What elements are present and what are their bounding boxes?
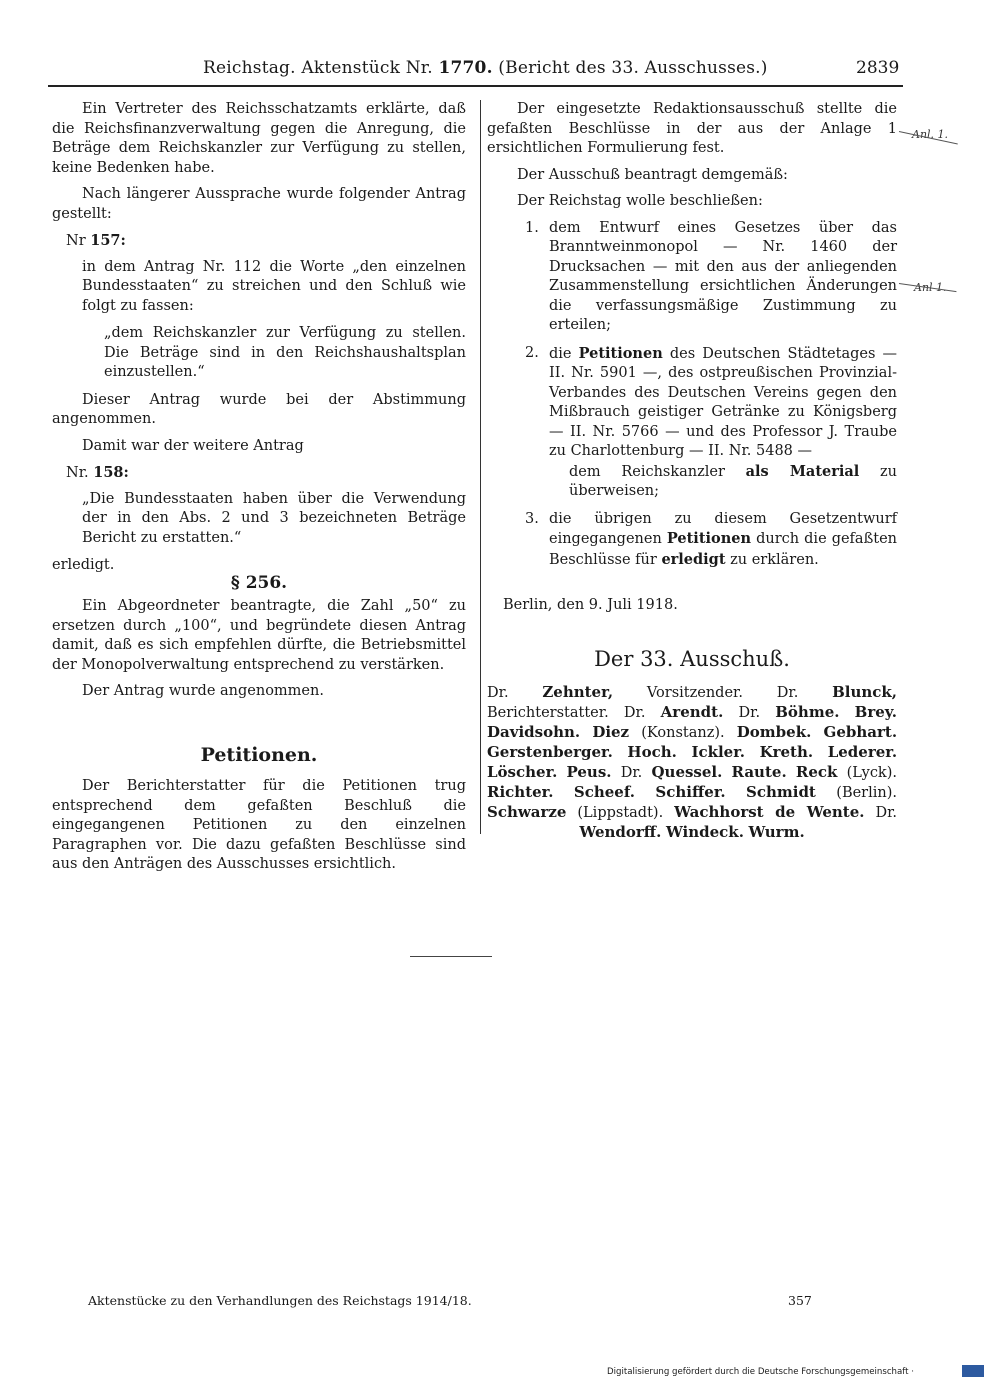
list-text: durch die gefaßten Beschlüsse für bbox=[549, 531, 898, 568]
list-item bbox=[487, 510, 897, 571]
signer-name: Peus. bbox=[566, 763, 612, 781]
signer bbox=[567, 765, 612, 781]
footer-source: Aktenstücke zu den Verhandlungen des Reichstags 1914/18. bbox=[88, 1293, 472, 1308]
list-emphasis: erledigt bbox=[661, 550, 726, 568]
list-item bbox=[487, 219, 897, 336]
signer-name: Reck bbox=[795, 763, 838, 781]
list-emphasis: Petitionen bbox=[578, 344, 663, 362]
paragraph: Damit war der weitere Antrag bbox=[82, 437, 304, 454]
signer bbox=[737, 725, 812, 741]
signer-name: Schmidt bbox=[746, 783, 816, 801]
signer-note: (Berlin). bbox=[815, 785, 897, 801]
signer bbox=[655, 785, 725, 801]
signer-name: Lederer. bbox=[827, 743, 898, 761]
list-text: dem Reichskanzler bbox=[569, 463, 725, 480]
signer-name: Arendt. bbox=[660, 703, 724, 721]
signer-note: Vorsitzender. bbox=[613, 685, 743, 701]
signer bbox=[738, 705, 839, 721]
signer bbox=[749, 825, 805, 841]
motion-number-157 bbox=[66, 231, 466, 252]
signer-note: (Lyck). bbox=[837, 765, 897, 781]
motion-quote-158: „Die Bundesstaaten haben über die Verwendung der in den Abs. 2 und 3 bezeichneten Beträge Bericht zu erstatten.“ bbox=[82, 490, 466, 546]
list-text: dem Entwurf eines Gesetzes über das Branntweinmonopol — Nr. 1460 der Drucksachen — mit den aus der anliegenden Zusammenstellung ersichtlichen Änderungen die verfassungsmäßige Zustimmung zu erteilen; bbox=[549, 219, 897, 333]
petitionen-heading: Petitionen. bbox=[200, 743, 318, 766]
document-number: 1770. bbox=[438, 58, 493, 78]
signer bbox=[592, 725, 724, 741]
dateline: Berlin, den 9. Juli 1918. bbox=[503, 597, 678, 613]
paragraph: Dieser Antrag wurde bei der Abstimmung angenommen. bbox=[52, 391, 466, 427]
signer-name: Scheef. bbox=[573, 783, 635, 801]
list-number: 3. bbox=[525, 510, 539, 527]
digitization-credit: Digitalisierung gefördert durch die Deutsche Forschungsgemeinschaft · bbox=[607, 1367, 914, 1377]
margin-note: Anl 1. bbox=[914, 281, 947, 294]
paragraph: Der eingesetzte Redaktionsausschuß stellte die gefaßten Beschlüsse in der aus der Anlage 1 ersichtlichen Formulierung fest. bbox=[487, 101, 897, 156]
signer-note: (Lippstadt). bbox=[566, 805, 664, 821]
signer-name: Wendorff. bbox=[579, 823, 662, 841]
signer bbox=[796, 765, 897, 781]
list-text: zu überweisen; bbox=[569, 463, 897, 499]
motion-text-157: in dem Antrag Nr. 112 die Worte „den einzelnen Bundesstaaten“ zu streichen und den Schluß wie folgt zu fassen: bbox=[82, 258, 466, 314]
signer-name: Schiffer. bbox=[655, 783, 726, 801]
list-number: 1. bbox=[525, 219, 539, 236]
right-column bbox=[487, 100, 897, 843]
motion-num: 158: bbox=[93, 464, 129, 481]
signer-name: Diez bbox=[592, 723, 630, 741]
motion-label: Nr. bbox=[66, 465, 89, 481]
signer bbox=[487, 765, 557, 781]
signer bbox=[624, 705, 723, 721]
section-heading: § 256. bbox=[230, 572, 288, 593]
paragraph: Nach längerer Aussprache wurde folgender Antrag gestellt: bbox=[52, 186, 466, 222]
header-rule bbox=[48, 85, 903, 87]
signer-name: Schwarze bbox=[487, 803, 567, 821]
list-text: die bbox=[549, 345, 572, 362]
signer bbox=[828, 745, 897, 761]
footer-sheet-number: 357 bbox=[788, 1293, 812, 1308]
list-text: die übrigen zu diesem Gesetzentwurf eingegangenen bbox=[549, 510, 897, 547]
signer-title: Dr. bbox=[623, 705, 661, 721]
paragraph: Der Ausschuß beantragt demgemäß: bbox=[517, 166, 788, 183]
signer-name: Blunck, bbox=[832, 683, 898, 701]
signer-title: Dr. bbox=[487, 685, 543, 701]
signer-name: Richter. bbox=[487, 783, 554, 801]
signer-name: Ickler. bbox=[691, 743, 745, 761]
signer bbox=[732, 765, 787, 781]
left-column bbox=[52, 100, 466, 882]
signer bbox=[674, 805, 864, 821]
signer bbox=[691, 745, 745, 761]
signer bbox=[487, 745, 613, 761]
column-divider bbox=[480, 100, 481, 834]
signer bbox=[621, 765, 723, 781]
list-text: des Deutschen Städtetages — II. Nr. 5901 —, des ostpreußischen Provinzial-Verbandes des Deutschen Vereins gegen den Mißbrauch geistiger Getränke zu Königsberg — II. Nr. 5766 — und des Professor J. Traube zu Charlottenburg — II. Nr. 5488 — bbox=[549, 345, 897, 459]
paragraph: Der Reichstag wolle beschließen: bbox=[517, 193, 763, 209]
signer-name: Zehnter, bbox=[542, 683, 614, 701]
signer-name: Raute. bbox=[731, 763, 787, 781]
paragraph: Ein Vertreter des Reichsschatzamts erklärte, daß die Reichsfinanzverwaltung gegen die Anregung, die Beträge dem Reichskanzler zur Verfügung zu stellen, keine Bedenken habe. bbox=[52, 101, 466, 176]
signer-title: Dr. bbox=[875, 805, 898, 821]
signer-title: Dr. bbox=[776, 685, 833, 701]
signer-name: Wurm. bbox=[748, 823, 805, 841]
signer bbox=[487, 805, 663, 821]
signer-name: Quessel. bbox=[651, 763, 723, 781]
signer-title: Dr. bbox=[738, 705, 776, 721]
signer bbox=[487, 725, 580, 741]
signer bbox=[824, 725, 898, 741]
paragraph: Der Berichterstatter für die Petitionen trug entsprechend dem gefaßten Beschluß die eingegangenen Petitionen zu den einzelnen Paragraphen vor. Die dazu gefaßten Beschlüsse sind aus den Anträgen des Ausschusses ersichtlich. bbox=[52, 778, 466, 872]
signer-name: Gerstenberger. bbox=[487, 743, 613, 761]
signer bbox=[855, 705, 897, 721]
signer-title: Dr. bbox=[620, 765, 652, 781]
signer bbox=[760, 745, 814, 761]
list-text: zu erklären. bbox=[730, 551, 819, 568]
list-emphasis: als Material bbox=[745, 462, 860, 480]
signer bbox=[487, 685, 743, 701]
list-subline bbox=[549, 462, 897, 502]
motion-number-158 bbox=[66, 463, 466, 484]
motion-num: 157: bbox=[90, 232, 126, 249]
signer-name: Dombek. bbox=[736, 723, 812, 741]
paragraph: Ein Abgeordneter beantragte, die Zahl „50“ zu ersetzen durch „100“, und begründete diesen Antrag damit, daß es sich empfehlen dürfte, die Betriebsmittel der Monopolverwaltung entsprechend zu verstärken. bbox=[52, 598, 466, 673]
list-emphasis: Petitionen bbox=[666, 530, 752, 547]
signer-name: Brey. bbox=[854, 703, 898, 721]
end-rule bbox=[410, 956, 492, 957]
margin-note: Anl. 1. bbox=[912, 128, 949, 141]
committee-heading: Der 33. Ausschuß. bbox=[594, 646, 790, 671]
header-title-part1: Reichstag. Aktenstück Nr. bbox=[203, 58, 433, 78]
signer-name: Hoch. bbox=[627, 743, 677, 761]
motion-quote-157: „dem Reichskanzler zur Verfügung zu stellen. Die Beträge sind in den Reichshaushaltsplan einzustellen.“ bbox=[104, 325, 466, 380]
page-number: 2839 bbox=[856, 58, 900, 78]
resolution-list bbox=[487, 219, 897, 571]
signer bbox=[627, 745, 676, 761]
signer-name: Böhme. bbox=[775, 703, 840, 721]
signer-name: Kreth. bbox=[759, 743, 814, 761]
signer-name: Davidsohn. bbox=[487, 723, 581, 741]
signer-note: Berichterstatter. bbox=[487, 705, 609, 721]
signer-note: (Konstanz). bbox=[629, 725, 725, 741]
list-number: 2. bbox=[525, 344, 539, 361]
paragraph: Der Antrag wurde angenommen. bbox=[82, 683, 324, 699]
signer bbox=[746, 785, 897, 801]
page-header bbox=[0, 58, 1000, 84]
signer-name: Gebhart. bbox=[823, 723, 898, 741]
motion-label: Nr bbox=[66, 233, 86, 249]
header-title-part2: (Bericht des 33. Ausschusses.) bbox=[498, 58, 768, 78]
signer bbox=[487, 785, 553, 801]
signer-name: Windeck. bbox=[665, 823, 744, 841]
header-title bbox=[203, 58, 768, 78]
signers-list bbox=[487, 683, 897, 843]
signer-name: Wachhorst de Wente. bbox=[674, 803, 865, 821]
signer bbox=[666, 825, 744, 841]
paragraph: erledigt. bbox=[52, 557, 115, 573]
list-item bbox=[487, 344, 897, 502]
signer bbox=[574, 785, 635, 801]
dfg-logo-icon bbox=[962, 1365, 984, 1377]
signer-name: Löscher. bbox=[487, 763, 558, 781]
